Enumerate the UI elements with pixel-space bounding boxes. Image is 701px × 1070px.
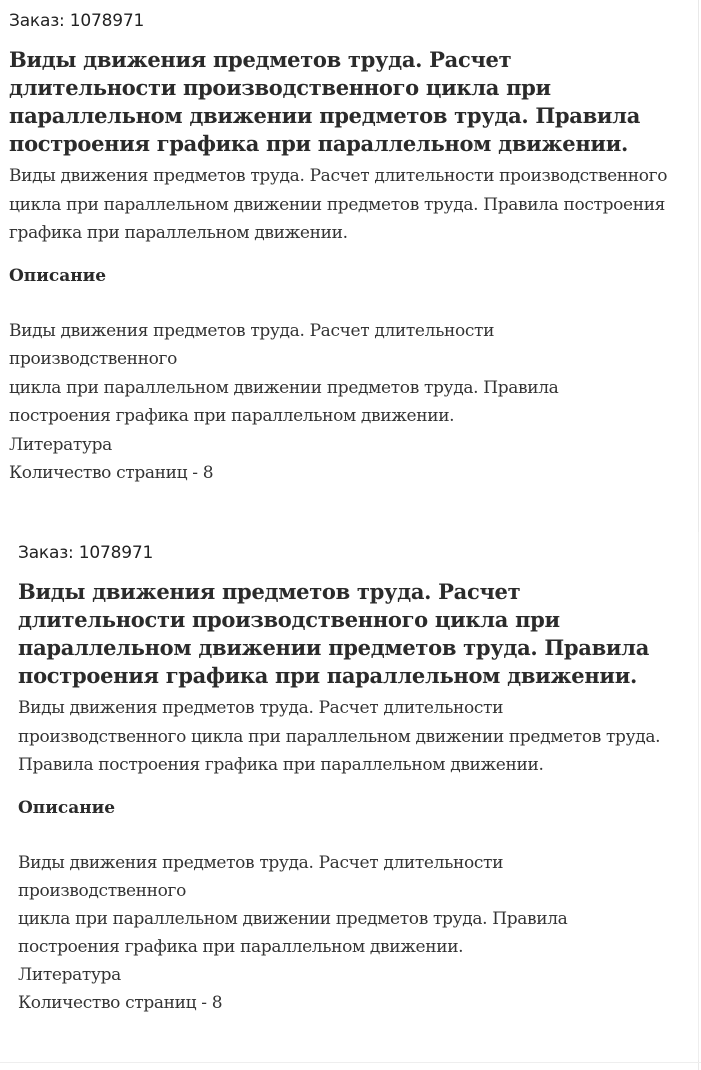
description-body bbox=[9, 317, 675, 488]
description-heading: Описание bbox=[18, 797, 116, 818]
order-title: Виды движения предметов труда. Расчет длительности производственного цикла при параллельном движении предметов труда. Правила построения графика при параллельном движении. bbox=[18, 579, 649, 688]
description-line: цикла при параллельном движении предметов труда. Правила bbox=[18, 908, 568, 929]
literature-label: Литература bbox=[9, 434, 112, 455]
order-number: Заказ: 1078971 bbox=[18, 543, 154, 563]
order-lead: Виды движения предметов труда. Расчет длительности производственного цикла при параллельном движении предметов труда. Правила построения графика при параллельном движении. bbox=[9, 166, 668, 243]
frame-divider bbox=[0, 1062, 701, 1063]
page-count: Количество страниц - 8 bbox=[18, 992, 223, 1013]
description-line: Виды движения предметов труда. Расчет длительности bbox=[9, 320, 495, 341]
order-card bbox=[0, 0, 701, 488]
description-heading: Описание bbox=[9, 265, 107, 286]
description-line: Виды движения предметов труда. Расчет длительности bbox=[18, 852, 504, 873]
order-number: Заказ: 1078971 bbox=[9, 11, 145, 31]
description-line: построения графика при параллельном движении. bbox=[18, 936, 464, 957]
description-line: производственного bbox=[18, 880, 186, 901]
order-card bbox=[9, 532, 699, 1060]
description-line: производственного bbox=[9, 349, 177, 369]
description-body bbox=[18, 849, 674, 1017]
order-title: Виды движения предметов труда. Расчет длительности производственного цикла при параллельном движении предметов труда. Правила построения графика при параллельном движении. bbox=[9, 47, 640, 156]
order-lead: Виды движения предметов труда. Расчет длительности производственного цикла при параллельном движении предметов труда. Правила построения графика при параллельном движении. bbox=[18, 698, 661, 775]
description-line: цикла при параллельном движении предметов труда. Правила bbox=[9, 377, 559, 398]
literature-label: Литература bbox=[18, 964, 121, 985]
description-line: построения графика при параллельном движении. bbox=[9, 406, 455, 426]
page-count: Количество страниц - 8 bbox=[9, 463, 214, 483]
